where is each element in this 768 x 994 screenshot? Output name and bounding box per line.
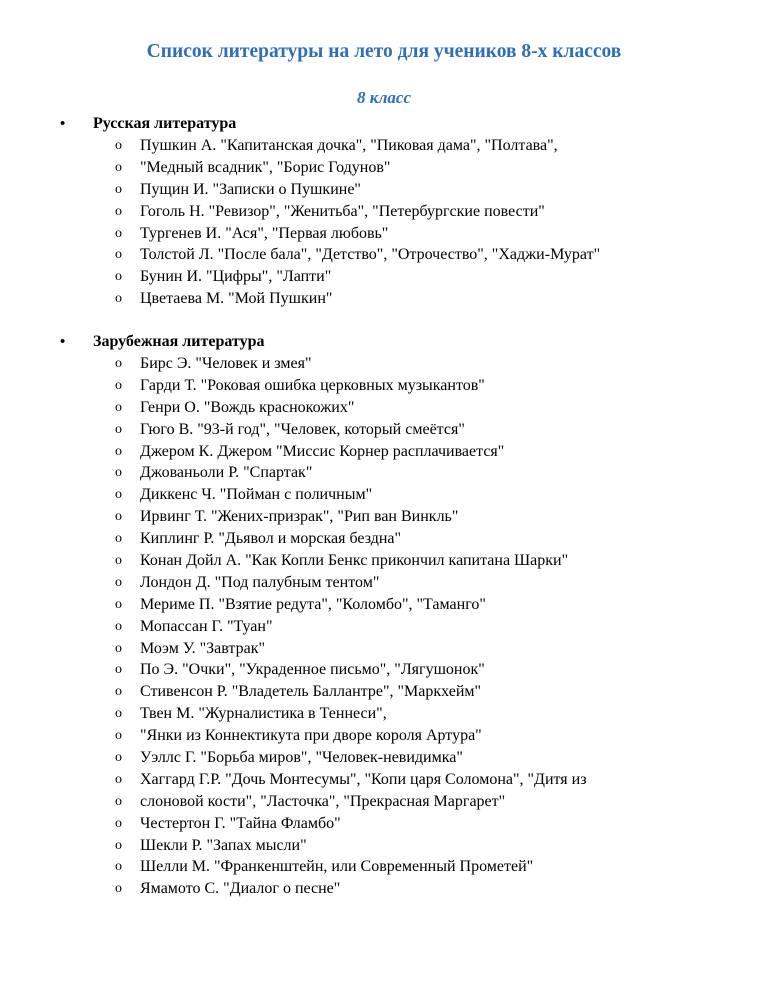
book-entry: Киплинг Р. "Дьявол и морская бездна": [140, 530, 402, 548]
sub-bullet-icon: o: [115, 531, 122, 547]
list-item: [60, 550, 760, 572]
book-entry: Шекли Р. "Запах мысли": [140, 836, 307, 854]
list-item: [60, 725, 760, 747]
book-entry: Толстой Л. "После бала", "Детство", "Отрочество", "Хаджи-Мурат": [140, 246, 601, 264]
sub-bullet-icon: o: [115, 509, 122, 525]
book-entry: Ирвинг Т. "Жених-призрак", "Рип ван Винкль": [140, 508, 459, 526]
sub-bullet-icon: o: [115, 837, 122, 853]
sub-bullet-icon: o: [115, 159, 122, 175]
sub-bullet-icon: o: [115, 399, 122, 415]
list-item: [60, 244, 760, 266]
book-entry: Честертон Г. "Тайна Фламбо": [140, 814, 341, 832]
sub-bullet-icon: o: [115, 815, 122, 831]
sub-bullet-icon: o: [115, 574, 122, 590]
list-item: [60, 266, 760, 288]
sub-bullet-icon: o: [115, 553, 122, 569]
list-item: [60, 681, 760, 703]
book-entry: Лондон Д. "Под палубным тентом": [140, 573, 380, 591]
book-entry: По Э. "Очки", "Украденное письмо", "Лягушонок": [140, 661, 485, 679]
list-item: [60, 506, 760, 528]
grade-subtitle: 8 класс: [356, 88, 412, 107]
book-entry: Цветаева М. "Мой Пушкин": [140, 290, 333, 308]
list-item: [60, 769, 760, 791]
section-foreign-literature: [60, 331, 760, 900]
sub-bullet-icon: o: [115, 247, 122, 263]
sub-bullet-icon: o: [115, 618, 122, 634]
list-item: [60, 638, 760, 660]
book-entry: Стивенсон Р. "Владетель Баллантре", "Маркхейм": [140, 683, 482, 701]
section-title: Зарубежная литература: [93, 333, 265, 350]
list-item: [60, 572, 760, 594]
list-item: [60, 201, 760, 223]
book-entry: Пущин И. "Записки о Пушкине": [140, 180, 361, 198]
list-item: [60, 135, 760, 157]
sub-bullet-icon: o: [115, 181, 122, 197]
book-entry: "Янки из Коннектикута при дворе короля Артура": [140, 727, 482, 745]
sub-bullet-icon: o: [115, 662, 122, 678]
sub-bullet-icon: o: [115, 203, 122, 219]
book-entry: Мериме П. "Взятие редута", "Коломбо", "Таманго": [140, 595, 486, 613]
list-item: [60, 462, 760, 484]
book-entry: Гарди Т. "Роковая ошибка церковных музыкантов": [140, 376, 485, 394]
book-entry: Конан Дойл А. "Как Копли Бенкс прикончил капитана Шарки": [140, 552, 569, 570]
sub-bullet-icon: o: [115, 640, 122, 656]
sub-bullet-icon: o: [115, 356, 122, 371]
list-item: [60, 288, 760, 310]
bullet-icon: •: [60, 116, 66, 132]
book-entry: Генри О. "Вождь краснокожих": [140, 398, 355, 416]
sub-bullet-icon: o: [115, 225, 122, 241]
book-entry: "Медный всадник", "Борис Годунов": [140, 158, 391, 176]
list-item: [60, 484, 760, 506]
list-item: [60, 353, 760, 375]
sub-bullet-icon: o: [115, 881, 122, 897]
section-header: [60, 113, 760, 135]
sub-bullet-icon: o: [115, 421, 122, 437]
book-entry: Хаггард Г.Р. "Дочь Монтесумы", "Копи царя Соломона", "Дитя из: [140, 770, 587, 788]
book-entry: Пушкин А. "Капитанская дочка", "Пиковая дама", "Полтава",: [140, 137, 558, 154]
book-entry: Тургенев И. "Ася", "Первая любовь": [140, 224, 389, 242]
sub-bullet-icon: o: [115, 443, 122, 459]
sub-bullet-icon: o: [115, 377, 122, 393]
sub-bullet-icon: o: [115, 793, 122, 809]
sub-bullet-icon: o: [115, 771, 122, 787]
bullet-icon: •: [60, 334, 66, 350]
book-entry: Моэм У. "Завтрак": [140, 639, 265, 657]
list-item: [60, 594, 760, 616]
list-item: [60, 528, 760, 550]
book-entry: Твен М. "Журналистика в Теннеси",: [140, 705, 387, 723]
sub-bullet-icon: o: [115, 706, 122, 722]
list-item: [60, 791, 760, 813]
sub-bullet-icon: o: [115, 596, 122, 612]
sub-bullet-icon: o: [115, 859, 122, 875]
book-entry: Джованьоли Р. "Спартак": [140, 464, 313, 482]
list-item: [60, 659, 760, 681]
sub-bullet-icon: o: [115, 269, 122, 285]
list-item: [60, 835, 760, 857]
section-title: Русская литература: [93, 115, 237, 132]
list-item: [60, 703, 760, 725]
list-item: [60, 616, 760, 638]
book-entry: Гюго В. "93-й год", "Человек, который смеётся": [140, 420, 465, 438]
book-entry: Джером К. Джером "Миссис Корнер расплачивается": [140, 442, 505, 460]
book-list: [60, 135, 760, 310]
sub-bullet-icon: o: [115, 487, 122, 503]
book-entry: Ямамото С. "Диалог о песне": [140, 880, 341, 898]
list-item: [60, 179, 760, 201]
sub-bullet-icon: o: [115, 684, 122, 700]
list-item: [60, 441, 760, 463]
list-item: [60, 856, 760, 878]
list-item: [60, 223, 760, 245]
book-entry: Шелли М. "Франкенштейн, или Современный Прометей": [140, 858, 534, 876]
document-title: Список литературы на лето для учеников 8-х классов: [146, 41, 622, 62]
list-item: [60, 813, 760, 835]
section-russian-literature: [60, 113, 760, 310]
book-entry: слоновой кости", "Ласточка", "Прекрасная Маргарет": [140, 792, 506, 810]
list-item: [60, 397, 760, 419]
book-entry: Уэллс Г. "Борьба миров", "Человек-невидимка": [140, 749, 463, 767]
sub-bullet-icon: o: [115, 465, 122, 481]
book-entry: Бирс Э. "Человек и змея": [140, 355, 312, 372]
sub-bullet-icon: o: [115, 750, 122, 766]
book-list: [60, 353, 760, 900]
list-item: [60, 747, 760, 769]
section-header: [60, 331, 760, 353]
book-entry: Гоголь Н. "Ревизор", "Женитьба", "Петербургские повести": [140, 202, 545, 220]
book-entry: Мопассан Г. "Туан": [140, 617, 273, 635]
sub-bullet-icon: o: [115, 138, 122, 153]
list-item: [60, 157, 760, 179]
book-entry: Бунин И. "Цифры", "Лапти": [140, 268, 332, 286]
book-entry: Диккенс Ч. "Пойман с поличным": [140, 486, 373, 504]
sub-bullet-icon: o: [115, 291, 122, 307]
list-item: [60, 375, 760, 397]
list-item: [60, 419, 760, 441]
sub-bullet-icon: o: [115, 728, 122, 744]
list-item: [60, 878, 760, 900]
